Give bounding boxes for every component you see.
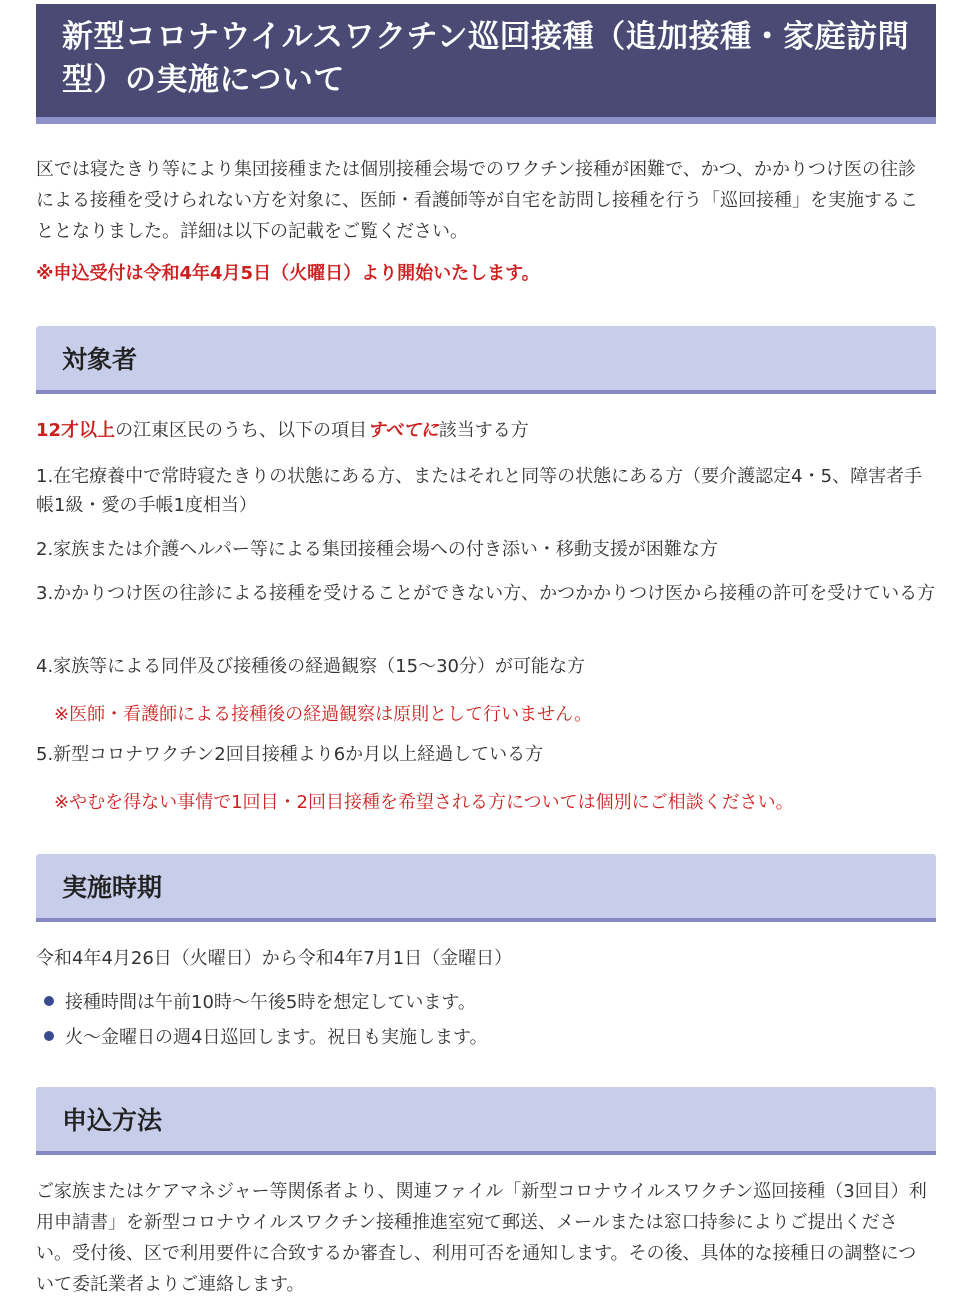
section-heading-apply xyxy=(36,1087,936,1155)
section-heading-target xyxy=(36,326,936,394)
target-note-4: ※医師・看護師による接種後の経過観察は原則として行いません。 xyxy=(54,704,593,725)
page-title-banner xyxy=(36,4,936,124)
bullet-icon xyxy=(44,996,54,1006)
list-item xyxy=(44,1023,488,1049)
apply-paragraph: ご家族またはケアマネジャー等関係者より、関連ファイル「新型コロナウイルスワクチン巡回接種（3回目）利用申請書」を新型コロナウイルスワクチン接種推進室宛て郵送、メールまたは窓口持参によりご提出ください。受付後、区で利用要件に合致するか審査し、利用可否を通知します。その後、具体的な接種日の調整について委託業者よりご連絡します。 xyxy=(36,1181,927,1295)
period-bullet-1: 接種時間は午前10時〜午後5時を想定しています。 xyxy=(65,992,476,1013)
target-item-1: 1.在宅療養中で常時寝たきりの状態にある方、またはそれと同等の状態にある方（要介護認定4・5、障害者手帳1級・愛の手帳1度相当） xyxy=(36,466,923,516)
intro-paragraph: 区では寝たきり等により集団接種または個別接種会場でのワクチン接種が困難で、かつ、かかりつけ医の往診による接種を受けられない方を対象に、医師・看護師等が自宅を訪問し接種を行う「巡回接種」を実施することとなりました。詳細は以下の記載をご覧ください。 xyxy=(36,159,918,242)
target-lead xyxy=(36,416,529,445)
section-heading-period-label: 実施時期 xyxy=(62,873,163,902)
section-heading-target-label: 対象者 xyxy=(62,345,138,374)
application-start-notice: ※申込受付は令和4年4月5日（火曜日）より開始いたします。 xyxy=(36,263,540,284)
target-lead-end: 該当する方 xyxy=(438,420,529,441)
list-item xyxy=(44,988,476,1014)
target-item-5: 5.新型コロナワクチン2回目接種より6か月以上経過している方 xyxy=(36,744,544,765)
target-lead-middle: の江東区民のうち、以下の項目 xyxy=(115,420,368,441)
target-note-5: ※やむを得ない事情で1回目・2回目接種を希望される方については個別にご相談ください。 xyxy=(54,792,794,813)
period-bullet-2: 火〜金曜日の週4日巡回します。祝日も実施します。 xyxy=(65,1027,488,1048)
page-title: 新型コロナウイルスワクチン巡回接種（追加接種・家庭訪問型）の実施について xyxy=(62,19,910,98)
section-heading-period xyxy=(36,854,936,922)
target-all-emphasis: すべてに xyxy=(367,420,439,441)
target-item-4: 4.家族等による同伴及び接種後の経過観察（15〜30分）が可能な方 xyxy=(36,656,585,677)
bullet-icon xyxy=(44,1031,54,1041)
period-range: 令和4年4月26日（火曜日）から令和4年7月1日（金曜日） xyxy=(36,948,513,969)
target-item-3: 3.かかりつけ医の往診による接種を受けることができない方、かつかかりつけ医から接種の許可を受けている方 xyxy=(36,583,936,604)
target-age-emphasis: 12才以上 xyxy=(36,420,116,441)
section-heading-apply-label: 申込方法 xyxy=(62,1106,163,1135)
target-item-2: 2.家族または介護ヘルパー等による集団接種会場への付き添い・移動支援が困難な方 xyxy=(36,539,718,560)
